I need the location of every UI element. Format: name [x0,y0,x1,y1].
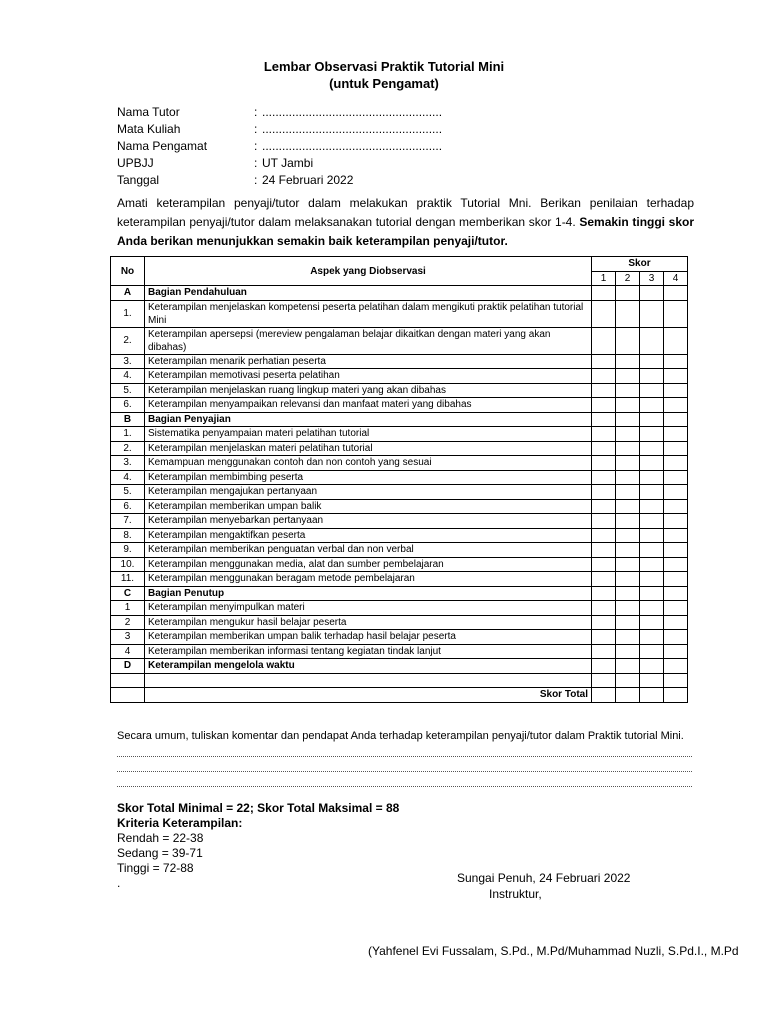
row-number: 7. [111,514,145,529]
score-cell-1[interactable] [592,485,616,500]
row-aspek: Bagian Pendahuluan [145,286,592,301]
row-number: 3. [111,354,145,369]
score-cell-2[interactable] [616,543,640,558]
table-row [111,354,688,369]
observation-table-body [111,286,688,703]
score-cell-4[interactable] [664,412,688,427]
row-aspek: Keterampilan memberikan umpan balik [145,499,592,514]
score-cell-2[interactable] [616,300,640,327]
row-number: 1. [111,300,145,327]
score-cell-4[interactable] [664,398,688,413]
row-aspek: Keterampilan menggunakan media, alat dan sumber pembelajaran [145,557,592,572]
score-cell-4[interactable] [664,499,688,514]
score-cell-3[interactable] [640,286,664,301]
score-cell-2[interactable] [616,398,640,413]
score-cell-2[interactable] [616,327,640,354]
row-number: 8. [111,528,145,543]
score-cell-1[interactable] [592,300,616,327]
score-cell-3[interactable] [640,601,664,616]
score-cell-1[interactable] [592,456,616,471]
header-skor: Skor [592,257,688,272]
score-cell-4[interactable] [664,514,688,529]
row-aspek: Keterampilan mengaktifkan peserta [145,528,592,543]
row-number: A [111,286,145,301]
score-cell-4[interactable] [664,644,688,659]
doc-title: Lembar Observasi Praktik Tutorial Mini [263,59,505,74]
row-aspek: Keterampilan memberikan umpan balik terhadap hasil belajar peserta [145,630,592,645]
score-cell-1[interactable] [592,412,616,427]
row-number: 1 [111,601,145,616]
score-cell-3[interactable] [640,499,664,514]
score-cell-1[interactable] [592,354,616,369]
row-aspek: Keterampilan memotivasi peserta pelatihan [145,369,592,384]
row-aspek: Keterampilan menjelaskan materi pelatihan tutorial [145,441,592,456]
row-number: 2 [111,615,145,630]
score-cell-1[interactable] [592,427,616,442]
score-cell-4[interactable] [664,369,688,384]
score-cell-2[interactable] [616,601,640,616]
score-cell-2[interactable] [616,557,640,572]
row-aspek: Keterampilan menyampaikan relevansi dan manfaat materi yang dibahas [145,398,592,413]
table-row [111,644,688,659]
score-cell-3[interactable] [640,673,664,688]
row-aspek: Bagian Penyajian [145,412,592,427]
header-no: No [111,257,145,286]
score-cell-2[interactable] [616,572,640,587]
row-aspek: Keterampilan menjelaskan ruang lingkup materi yang akan dibahas [145,383,592,398]
table-row [111,456,688,471]
row-aspek: Keterampilan menjelaskan kompetensi peserta pelatihan dalam mengikuti praktik pelatihan tutorial Mini [145,300,592,327]
row-aspek: Keterampilan memberikan penguatan verbal dan non verbal [145,543,592,558]
table-row [111,470,688,485]
score-cell-2[interactable] [616,354,640,369]
score-cell-1[interactable] [592,673,616,688]
score-cell-1[interactable] [592,557,616,572]
criteria-tinggi: Tinggi = 72-88 [117,861,194,875]
table-row [111,427,688,442]
signature-block [457,870,630,902]
row-aspek: Bagian Penutup [145,586,592,601]
score-cell-3[interactable] [640,456,664,471]
row-number: 4. [111,470,145,485]
table-row [111,300,688,327]
score-cell-3[interactable] [640,572,664,587]
table-row [111,557,688,572]
score-cell-4[interactable] [664,456,688,471]
score-cell-4[interactable] [664,427,688,442]
score-cell-4[interactable] [664,485,688,500]
comment-section [117,730,692,787]
info-block [117,104,442,189]
score-cell-4[interactable] [664,572,688,587]
info-row-tanggal: Tanggal : 24 Februari 2022 [117,173,354,187]
score-cell-2[interactable] [616,586,640,601]
score-cell-1[interactable] [592,369,616,384]
score-cell-3[interactable] [640,659,664,674]
score-cell-1[interactable] [592,601,616,616]
comment-prompt: Secara umum, tuliskan komentar dan pendapat Anda terhadap keterampilan penyaji/tutor dalam Praktik tutorial Mini. [117,730,684,742]
score-cell-2[interactable] [616,630,640,645]
skor-range: Skor Total Minimal = 22; Skor Total Maksimal = 88 [117,801,400,815]
score-cell-2[interactable] [616,688,640,703]
score-cell-2[interactable] [616,412,640,427]
header-aspek: Aspek yang Diobservasi [145,257,592,286]
criteria-dot: . [117,876,121,890]
score-cell-4[interactable] [664,528,688,543]
footer-names: (Yahfenel Evi Fussalam, S.Pd., M.Pd/Muhammad Nuzli, S.Pd.I., M.Pd [368,944,739,958]
score-cell-4[interactable] [664,327,688,354]
score-cell-4[interactable] [664,300,688,327]
row-number: 3. [111,456,145,471]
score-cell-3[interactable] [640,300,664,327]
score-cell-1[interactable] [592,528,616,543]
header-skor-3: 3 [640,271,664,286]
score-cell-1[interactable] [592,383,616,398]
score-cell-4[interactable] [664,601,688,616]
score-cell-4[interactable] [664,659,688,674]
table-row [111,673,688,688]
row-number: 6. [111,398,145,413]
score-cell-1[interactable] [592,327,616,354]
score-cell-4[interactable] [664,586,688,601]
row-number: C [111,586,145,601]
row-aspek: Keterampilan apersepsi (mereview pengalaman belajar dikaitkan dengan materi yang akan dibahas) [145,327,592,354]
score-cell-1[interactable] [592,499,616,514]
row-number: 3 [111,630,145,645]
score-cell-3[interactable] [640,398,664,413]
criteria-block [117,801,399,891]
score-cell-3[interactable] [640,369,664,384]
score-cell-3[interactable] [640,427,664,442]
table-row [111,398,688,413]
score-cell-4[interactable] [664,557,688,572]
score-cell-3[interactable] [640,383,664,398]
score-cell-2[interactable] [616,286,640,301]
table-row [111,383,688,398]
score-cell-1[interactable] [592,644,616,659]
row-aspek [145,673,592,688]
score-cell-2[interactable] [616,673,640,688]
score-cell-2[interactable] [616,470,640,485]
info-row-upbjj: UPBJJ : UT Jambi [117,156,314,170]
score-cell-4[interactable] [664,383,688,398]
comment-line-2[interactable] [117,757,692,772]
score-cell-2[interactable] [616,441,640,456]
header-skor-4: 4 [664,271,688,286]
intro-paragraph: Amati keterampilan penyaji/tutor dalam melakukan praktik Tutorial Mni. Berikan penilaian terhadap keterampilan penyaji/tutor dalam melaksanakan tutorial dengan memberikan skor 1-4. Semakin tinggi skor Anda berikan menunjukkan semakin baik keterampilan penyaji/tutor. [117,196,695,248]
table-row [111,630,688,645]
score-cell-3[interactable] [640,688,664,703]
row-number: 4 [111,644,145,659]
score-cell-2[interactable] [616,644,640,659]
row-aspek: Keterampilan membimbing peserta [145,470,592,485]
score-cell-3[interactable] [640,557,664,572]
score-cell-3[interactable] [640,615,664,630]
section-row [111,286,688,301]
score-cell-3[interactable] [640,485,664,500]
row-aspek: Keterampilan memberikan informasi tentang kegiatan tindak lanjut [145,644,592,659]
observation-table [110,256,688,703]
score-cell-1[interactable] [592,441,616,456]
table-row [111,369,688,384]
score-cell-3[interactable] [640,586,664,601]
row-aspek: Keterampilan menggunakan beragam metode pembelajaran [145,572,592,587]
table-row [111,441,688,456]
total-row [111,688,688,703]
signature-place-date: Sungai Penuh, 24 Februari 2022 [457,871,631,885]
row-number: 5. [111,383,145,398]
score-cell-4[interactable] [664,615,688,630]
score-cell-1[interactable] [592,630,616,645]
comment-line-3[interactable] [117,772,692,787]
header-skor-2: 2 [616,271,640,286]
score-cell-4[interactable] [664,673,688,688]
criteria-rendah: Rendah = 22-38 [117,831,204,845]
score-cell-2[interactable] [616,659,640,674]
score-cell-1[interactable] [592,688,616,703]
score-cell-3[interactable] [640,327,664,354]
score-cell-4[interactable] [664,688,688,703]
score-cell-2[interactable] [616,456,640,471]
score-cell-2[interactable] [616,369,640,384]
score-cell-2[interactable] [616,499,640,514]
score-cell-2[interactable] [616,528,640,543]
row-number: 2. [111,327,145,354]
score-cell-3[interactable] [640,644,664,659]
score-cell-1[interactable] [592,572,616,587]
table-row [111,543,688,558]
row-aspek: Keterampilan menyebarkan pertanyaan [145,514,592,529]
row-aspek: Keterampilan mengelola waktu [145,659,592,674]
signature-role: Instruktur, [489,887,542,901]
table-row [111,615,688,630]
score-cell-1[interactable] [592,398,616,413]
score-cell-1[interactable] [592,615,616,630]
row-aspek: Kemampuan menggunakan contoh dan non contoh yang sesuai [145,456,592,471]
score-cell-3[interactable] [640,354,664,369]
score-cell-4[interactable] [664,630,688,645]
score-cell-3[interactable] [640,441,664,456]
score-cell-4[interactable] [664,543,688,558]
info-row-pengamat: Nama Pengamat : ...................................................... [117,139,443,153]
row-number [111,673,145,688]
table-row [111,572,688,587]
score-cell-2[interactable] [616,485,640,500]
table-row [111,499,688,514]
score-cell-3[interactable] [640,412,664,427]
score-cell-4[interactable] [664,470,688,485]
score-cell-3[interactable] [640,630,664,645]
header-skor-1: 1 [592,271,616,286]
row-number [111,688,145,703]
row-number: 11. [111,572,145,587]
section-row [111,586,688,601]
criteria-sedang: Sedang = 39-71 [117,846,203,860]
doc-subtitle: (untuk Pengamat) [329,76,439,91]
row-number: 1. [111,427,145,442]
table-row [111,327,688,354]
table-row [111,528,688,543]
score-cell-3[interactable] [640,528,664,543]
row-number: B [111,412,145,427]
table-row [111,601,688,616]
score-cell-1[interactable] [592,514,616,529]
score-cell-4[interactable] [664,286,688,301]
row-number: 6. [111,499,145,514]
row-aspek: Keterampilan mengajukan pertanyaan [145,485,592,500]
info-row-tutor: Nama Tutor : ...................................................... [117,105,443,119]
row-number: 2. [111,441,145,456]
score-cell-2[interactable] [616,615,640,630]
table-row [111,485,688,500]
score-cell-4[interactable] [664,354,688,369]
row-aspek: Keterampilan menyimpulkan materi [145,601,592,616]
section-row [111,659,688,674]
score-cell-4[interactable] [664,441,688,456]
score-cell-2[interactable] [616,427,640,442]
row-aspek: Keterampilan menarik perhatian peserta [145,354,592,369]
score-cell-1[interactable] [592,543,616,558]
score-cell-1[interactable] [592,586,616,601]
section-row [111,412,688,427]
score-cell-3[interactable] [640,514,664,529]
row-number: 10. [111,557,145,572]
score-cell-1[interactable] [592,659,616,674]
row-aspek: Keterampilan mengukur hasil belajar peserta [145,615,592,630]
score-cell-3[interactable] [640,543,664,558]
table-row [111,514,688,529]
info-row-matakuliah: Mata Kuliah : ...................................................... [117,122,443,136]
row-number: 5. [111,485,145,500]
score-cell-2[interactable] [616,514,640,529]
score-cell-3[interactable] [640,470,664,485]
score-cell-1[interactable] [592,470,616,485]
row-number: D [111,659,145,674]
row-number: 4. [111,369,145,384]
row-number: 9. [111,543,145,558]
row-aspek: Sistematika penyampaian materi pelatihan tutorial [145,427,592,442]
comment-line-1[interactable] [117,742,692,757]
row-aspek: Skor Total [145,688,592,703]
criteria-heading: Kriteria Keterampilan: [117,816,243,830]
score-cell-2[interactable] [616,383,640,398]
score-cell-1[interactable] [592,286,616,301]
